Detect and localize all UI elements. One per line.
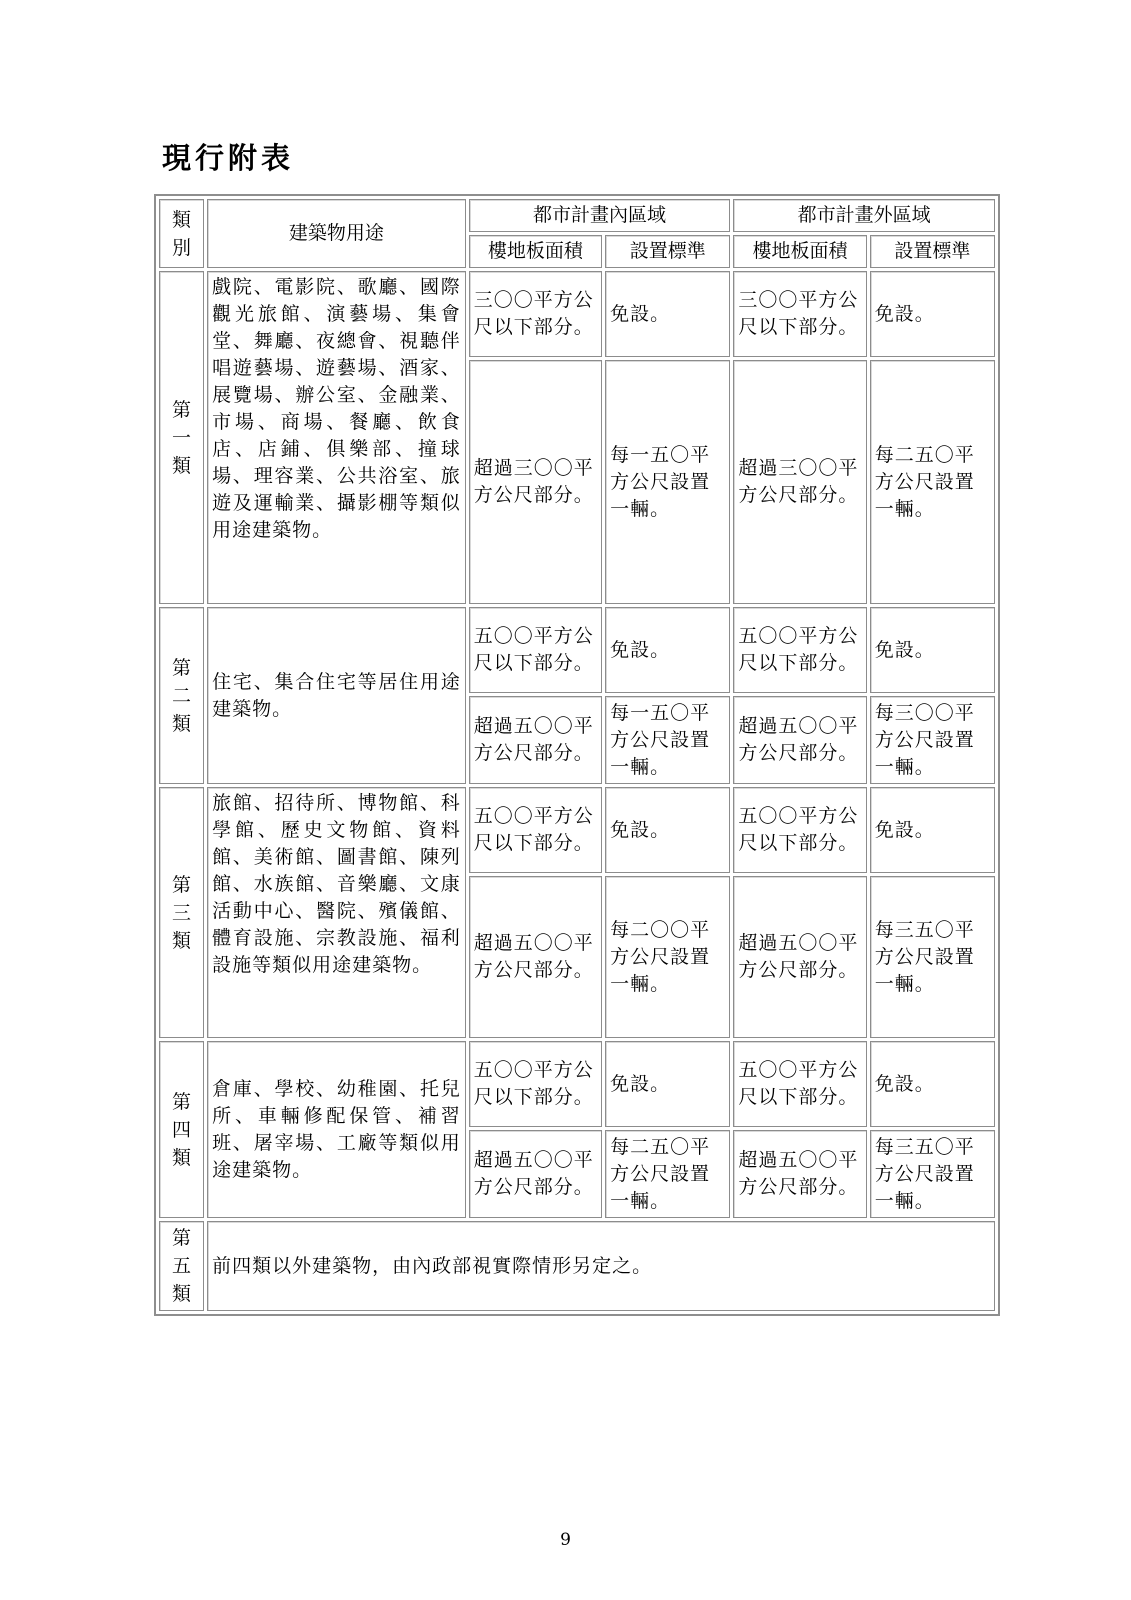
outside-standard-cell: 免設。: [870, 1041, 995, 1127]
outside-standard-cell: 每二五〇平方公尺設置一輛。: [870, 360, 995, 604]
outside-standard-cell: 免設。: [870, 787, 995, 873]
outside-area-cell: 超過三〇〇平方公尺部分。: [733, 360, 866, 604]
page-number: 9: [560, 1530, 571, 1550]
inside-area-cell: 超過五〇〇平方公尺部分。: [469, 876, 602, 1038]
inside-standard-cell: 每二〇〇平方公尺設置一輛。: [605, 876, 730, 1038]
inside-standard-cell: 免設。: [605, 607, 730, 693]
header-inside-floor-area: 樓地板面積: [469, 235, 602, 268]
outside-area-cell: 超過五〇〇平方公尺部分。: [733, 1130, 866, 1218]
inside-area-cell: 超過三〇〇平方公尺部分。: [469, 360, 602, 604]
use-cell: 旅館、招待所、博物館、科學館、歷史文物館、資料館、美術館、圖書館、陳列館、水族館、音樂廳、文康活動中心、醫院、殯儀館、體育設施、宗教設施、福利設施等類似用途建築物。: [207, 787, 466, 1038]
outside-area-cell: 超過五〇〇平方公尺部分。: [733, 876, 866, 1038]
inside-standard-cell: 免設。: [605, 787, 730, 873]
outside-area-cell: 五〇〇平方公尺以下部分。: [733, 1041, 866, 1127]
outside-area-cell: 三〇〇平方公尺以下部分。: [733, 271, 866, 357]
inside-area-cell: 五〇〇平方公尺以下部分。: [469, 1041, 602, 1127]
inside-standard-cell: 免設。: [605, 1041, 730, 1127]
outside-area-cell: 五〇〇平方公尺以下部分。: [733, 607, 866, 693]
inside-standard-cell: 每二五〇平方公尺設置一輛。: [605, 1130, 730, 1218]
outside-area-cell: 超過五〇〇平方公尺部分。: [733, 696, 866, 784]
header-outside-standard: 設置標準: [870, 235, 995, 268]
category-cell: 第一類: [159, 271, 204, 604]
header-outside-floor-area: 樓地板面積: [733, 235, 866, 268]
use-cell: 住宅、集合住宅等居住用途建築物。: [207, 607, 466, 784]
outside-standard-cell: 每三五〇平方公尺設置一輛。: [870, 876, 995, 1038]
category-cell: 第二類: [159, 607, 204, 784]
inside-standard-cell: 每一五〇平方公尺設置一輛。: [605, 696, 730, 784]
inside-area-cell: 五〇〇平方公尺以下部分。: [469, 787, 602, 873]
header-inside: 都市計畫內區域: [469, 199, 731, 232]
category-cell: 第四類: [159, 1041, 204, 1218]
header-category: 類別: [159, 199, 204, 268]
outside-standard-cell: 免設。: [870, 271, 995, 357]
outside-standard-cell: 每三〇〇平方公尺設置一輛。: [870, 696, 995, 784]
inside-area-cell: 超過五〇〇平方公尺部分。: [469, 696, 602, 784]
page-title: 現行附表: [162, 141, 295, 175]
other-buildings-note: 前四類以外建築物，由內政部視實際情形另定之。: [207, 1221, 995, 1311]
parking-standard-table: [154, 194, 1000, 1316]
inside-area-cell: 超過五〇〇平方公尺部分。: [469, 1130, 602, 1218]
inside-standard-cell: 每一五〇平方公尺設置一輛。: [605, 360, 730, 604]
header-inside-standard: 設置標準: [605, 235, 730, 268]
header-use: 建築物用途: [207, 199, 466, 268]
outside-standard-cell: 免設。: [870, 607, 995, 693]
outside-area-cell: 五〇〇平方公尺以下部分。: [733, 787, 866, 873]
use-cell: 戲院、電影院、歌廳、國際觀光旅館、演藝場、集會堂、舞廳、夜總會、視聽伴唱遊藝場、遊藝場、酒家、展覽場、辦公室、金融業、市場、商場、餐廳、飲食店、店鋪、俱樂部、撞球場、理容業、公共浴室、旅遊及運輸業、攝影棚等類似用途建築物。: [207, 271, 466, 604]
use-cell: 倉庫、學校、幼稚園、托兒所、車輛修配保管、補習班、屠宰場、工廠等類似用途建築物。: [207, 1041, 466, 1218]
inside-area-cell: 五〇〇平方公尺以下部分。: [469, 607, 602, 693]
header-outside: 都市計畫外區域: [733, 199, 995, 232]
outside-standard-cell: 每三五〇平方公尺設置一輛。: [870, 1130, 995, 1218]
inside-standard-cell: 免設。: [605, 271, 730, 357]
category-cell: 第三類: [159, 787, 204, 1038]
inside-area-cell: 三〇〇平方公尺以下部分。: [469, 271, 602, 357]
category-cell: 第五類: [159, 1221, 204, 1311]
